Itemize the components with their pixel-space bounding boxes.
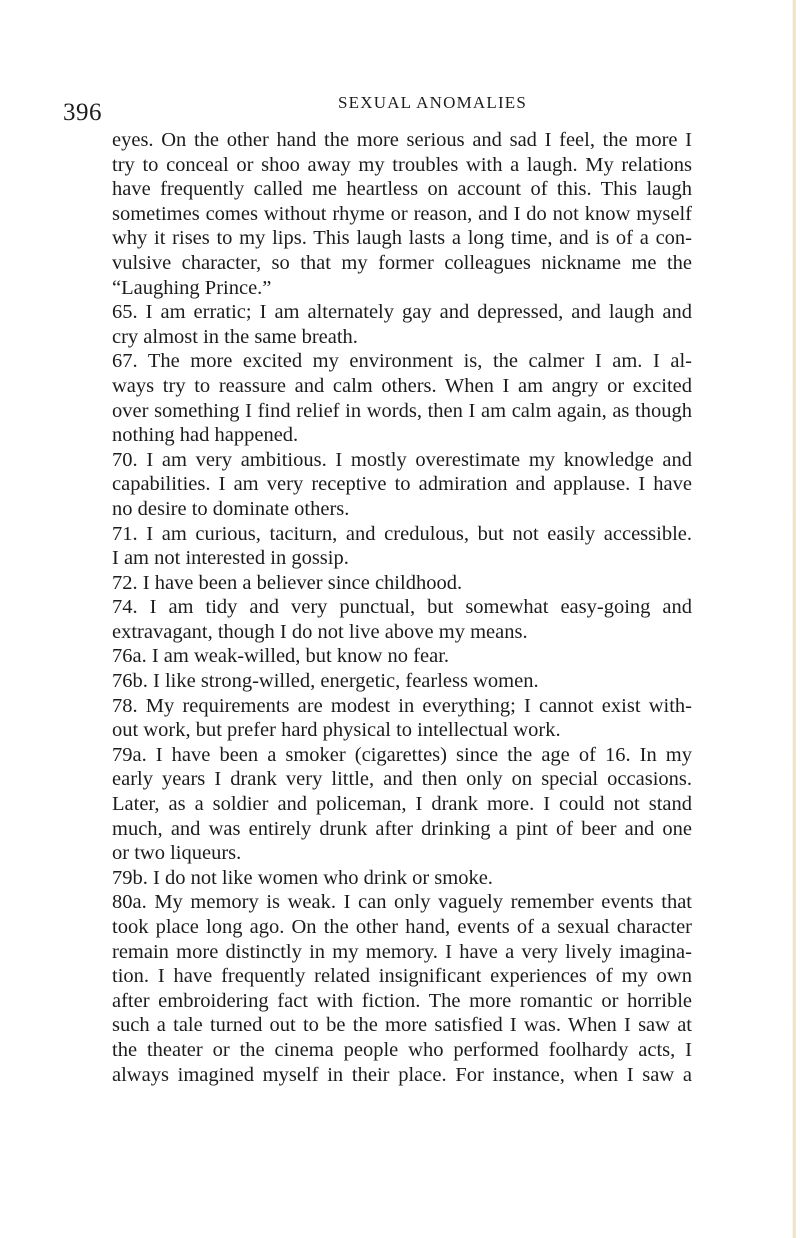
text-line: always imagined myself in their place. For instance, when I saw a	[112, 1063, 692, 1086]
text-line: tion. I have frequently related insignificant experiences of my own	[112, 965, 692, 988]
numbered-entry: 65. I am erratic; I am alternately gay and depressed, and laugh and	[112, 301, 692, 324]
numbered-entry: 79a. I have been a smoker (cigarettes) since the age of 16. In my	[112, 743, 692, 766]
text-line: much, and was entirely drunk after drinking a pint of beer and one	[112, 817, 692, 840]
text-line: no desire to dominate others.	[112, 497, 350, 520]
numbered-entry: 76a. I am weak-willed, but know no fear.	[112, 645, 450, 668]
text-line: out work, but prefer hard physical to intellectual work.	[112, 719, 561, 742]
text-line: such a tale turned out to be the more satisfied I was. When I saw at	[112, 1014, 692, 1037]
text-line: have frequently called me heartless on account of this. This laugh	[112, 178, 692, 201]
text-line: sometimes comes without rhyme or reason, and I do not know myself	[112, 202, 692, 225]
text-line: Later, as a soldier and policeman, I drank more. I could not stand	[112, 793, 692, 816]
page-edge	[792, 0, 796, 1238]
text-line: ways try to reassure and calm others. When I am angry or excited	[112, 374, 692, 397]
text-line: try to conceal or shoo away my troubles with a laugh. My relations	[112, 153, 692, 176]
text-line: remain more distinctly in my memory. I have a very lively imagina-	[112, 940, 692, 963]
text-line: vulsive character, so that my former colleagues nickname me the	[112, 251, 692, 274]
numbered-entry: 76b. I like strong-willed, energetic, fearless women.	[112, 670, 539, 693]
text-line: why it rises to my lips. This laugh lasts a long time, and is of a con-	[112, 227, 692, 250]
numbered-entry: 67. The more excited my environment is, the calmer I am. I al-	[112, 350, 692, 373]
text-line: took place long ago. On the other hand, events of a sexual character	[112, 916, 692, 938]
numbered-entry: 80a. My memory is weak. I can only vaguely remember events that	[112, 891, 692, 914]
numbered-entry: 71. I am curious, taciturn, and credulous, but not easily accessible.	[112, 522, 692, 545]
body-text	[112, 128, 692, 1087]
running-head: SEXUAL ANOMALIES	[338, 93, 528, 112]
text-line: I am not interested in gossip.	[112, 547, 349, 570]
text-line: capabilities. I am very receptive to admiration and applause. I have	[112, 473, 692, 496]
text-line: “Laughing Prince.”	[112, 276, 272, 299]
text-line: after embroidering fact with fiction. The more romantic or horrible	[112, 989, 692, 1012]
numbered-entry: 72. I have been a believer since childhood.	[112, 571, 463, 594]
text-line: nothing had happened.	[112, 424, 299, 447]
text-line: the theater or the cinema people who performed foolhardy acts, I	[112, 1038, 692, 1061]
numbered-entry: 74. I am tidy and very punctual, but somewhat easy-going and	[112, 596, 692, 619]
numbered-entry: 70. I am very ambitious. I mostly overestimate my knowledge and	[112, 448, 692, 471]
text-line: early years I drank very little, and then only on special occasions.	[112, 768, 692, 791]
text-line: over something I find relief in words, then I am calm again, as though	[112, 399, 692, 422]
page-number: 396	[63, 99, 102, 126]
text-line: or two liqueurs.	[112, 842, 242, 865]
numbered-entry: 79b. I do not like women who drink or smoke.	[112, 866, 493, 889]
text-line: extravagant, though I do not live above my means.	[112, 620, 528, 643]
text-line: cry almost in the same breath.	[112, 325, 358, 348]
numbered-entry: 78. My requirements are modest in everything; I cannot exist with-	[112, 694, 692, 717]
text-line: eyes. On the other hand the more serious and sad I feel, the more I	[112, 129, 692, 151]
